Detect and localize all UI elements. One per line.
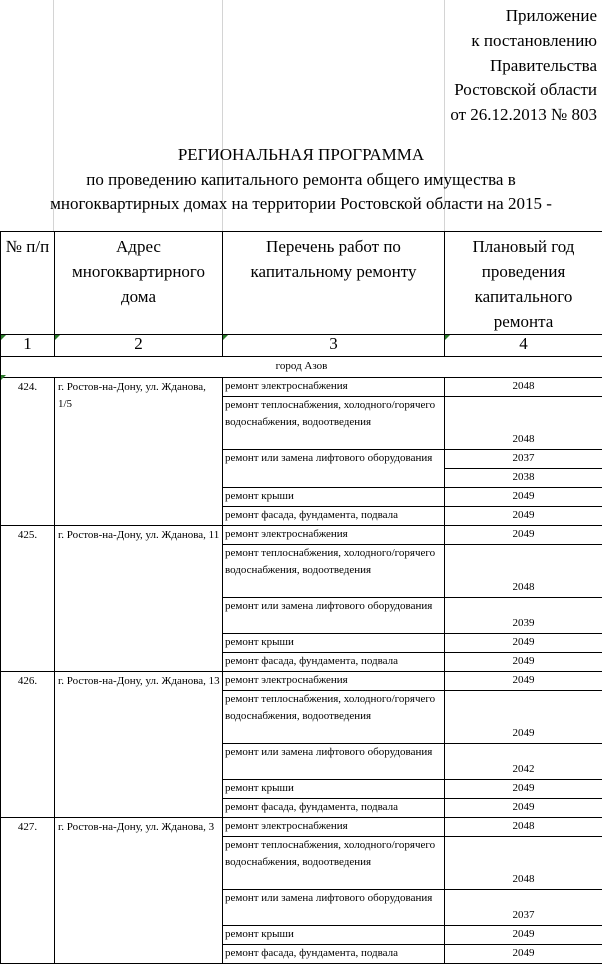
planned-year: 2037 <box>445 450 602 469</box>
building-address: г. Ростов-на-Дону, ул. Жданова, 13 <box>55 672 223 818</box>
work-item: ремонт теплоснабжения, холодного/горячего водоснабжения, водоотведения <box>223 837 445 890</box>
note-marker <box>55 335 60 340</box>
work-item: ремонт крыши <box>223 780 445 799</box>
planned-year: 2049 <box>445 672 602 691</box>
column-number <box>223 335 445 357</box>
work-item: ремонт фасада, фундамента, подвала <box>223 945 445 964</box>
planned-year: 2037 <box>445 890 602 926</box>
city-row <box>1 357 602 378</box>
table-row <box>1 818 602 837</box>
appendix-line: Правительства <box>490 54 597 78</box>
appendix-line: к постановлению <box>471 29 597 53</box>
appendix-line: Ростовской области <box>454 78 597 102</box>
column-number <box>55 335 223 357</box>
work-item: ремонт электроснабжения <box>223 378 445 397</box>
planned-year: 2049 <box>445 945 602 964</box>
header-year-label: Плановый год проведения капитального ремонта <box>473 237 575 331</box>
planned-year: 2039 <box>445 598 602 634</box>
planned-year: 2048 <box>445 397 602 450</box>
work-item: ремонт или замена лифтового оборудования <box>223 598 445 634</box>
header-address-label: Адрес многоквартирного дома <box>72 237 205 306</box>
row-number: 426. <box>1 672 55 818</box>
header-no <box>1 232 55 335</box>
header-no-label: № п/п <box>6 237 49 256</box>
work-item: ремонт электроснабжения <box>223 526 445 545</box>
work-item: ремонт фасада, фундамента, подвала <box>223 799 445 818</box>
work-item: ремонт крыши <box>223 926 445 945</box>
planned-year: 2048 <box>445 378 602 397</box>
work-item: ремонт фасада, фундамента, подвала <box>223 653 445 672</box>
work-item: ремонт крыши <box>223 488 445 507</box>
header-row <box>1 232 602 335</box>
work-item: ремонт теплоснабжения, холодного/горячего водоснабжения, водоотведения <box>223 397 445 450</box>
building-address: г. Ростов-на-Дону, ул. Жданова, 1/5 <box>55 378 223 526</box>
work-item: ремонт крыши <box>223 634 445 653</box>
work-item: ремонт теплоснабжения, холодного/горячего водоснабжения, водоотведения <box>223 691 445 744</box>
row-number: 425. <box>1 526 55 672</box>
note-marker <box>1 335 6 340</box>
work-item: ремонт теплоснабжения, холодного/горячего водоснабжения, водоотведения <box>223 545 445 598</box>
planned-year: 2049 <box>445 507 602 526</box>
planned-year: 2049 <box>445 799 602 818</box>
planned-year: 2048 <box>445 837 602 890</box>
header-address <box>55 232 223 335</box>
planned-year: 2049 <box>445 526 602 545</box>
planned-year: 2049 <box>445 691 602 744</box>
column-number-label: 4 <box>519 334 528 353</box>
header-works <box>223 232 445 335</box>
column-number-row <box>1 335 602 357</box>
header-year <box>445 232 602 335</box>
header-works-label: Перечень работ по капитальному ремонту <box>251 237 417 281</box>
planned-year: 2049 <box>445 780 602 799</box>
building-address: г. Ростов-на-Дону, ул. Жданова, 3 <box>55 818 223 964</box>
building-address: г. Ростов-на-Дону, ул. Жданова, 11 <box>55 526 223 672</box>
planned-year: 2049 <box>445 634 602 653</box>
note-marker <box>223 335 228 340</box>
work-item: ремонт или замена лифтового оборудования <box>223 450 445 488</box>
appendix-line: Приложение <box>506 4 597 28</box>
note-marker <box>445 335 450 340</box>
planned-year: 2038 <box>445 469 602 488</box>
row-number: 427. <box>1 818 55 964</box>
program-title: РЕГИОНАЛЬНАЯ ПРОГРАММА <box>0 143 602 167</box>
table-row <box>1 672 602 691</box>
work-item: ремонт электроснабжения <box>223 672 445 691</box>
city-name: город Азов <box>1 357 602 378</box>
column-number-label: 1 <box>23 334 32 353</box>
row-number: 424. <box>1 378 55 526</box>
table-row <box>1 526 602 545</box>
work-item: ремонт фасада, фундамента, подвала <box>223 507 445 526</box>
work-item: ремонт или замена лифтового оборудования <box>223 744 445 780</box>
appendix-line: от 26.12.2013 № 803 <box>450 103 597 127</box>
program-subtitle: по проведению капитального ремонта общего имущества в <box>0 168 602 192</box>
column-number <box>445 335 602 357</box>
planned-year: 2042 <box>445 744 602 780</box>
table-row <box>1 378 602 397</box>
planned-year: 2049 <box>445 488 602 507</box>
planned-year: 2048 <box>445 818 602 837</box>
program-subtitle: многоквартирных домах на территории Ростовской области на 2015 - <box>0 192 602 216</box>
repair-program-table <box>0 231 602 964</box>
work-item: ремонт или замена лифтового оборудования <box>223 890 445 926</box>
column-number-label: 3 <box>329 334 338 353</box>
planned-year: 2049 <box>445 926 602 945</box>
work-item: ремонт электроснабжения <box>223 818 445 837</box>
planned-year: 2049 <box>445 653 602 672</box>
column-number <box>1 335 55 357</box>
note-marker <box>1 375 6 380</box>
planned-year: 2048 <box>445 545 602 598</box>
column-number-label: 2 <box>134 334 143 353</box>
